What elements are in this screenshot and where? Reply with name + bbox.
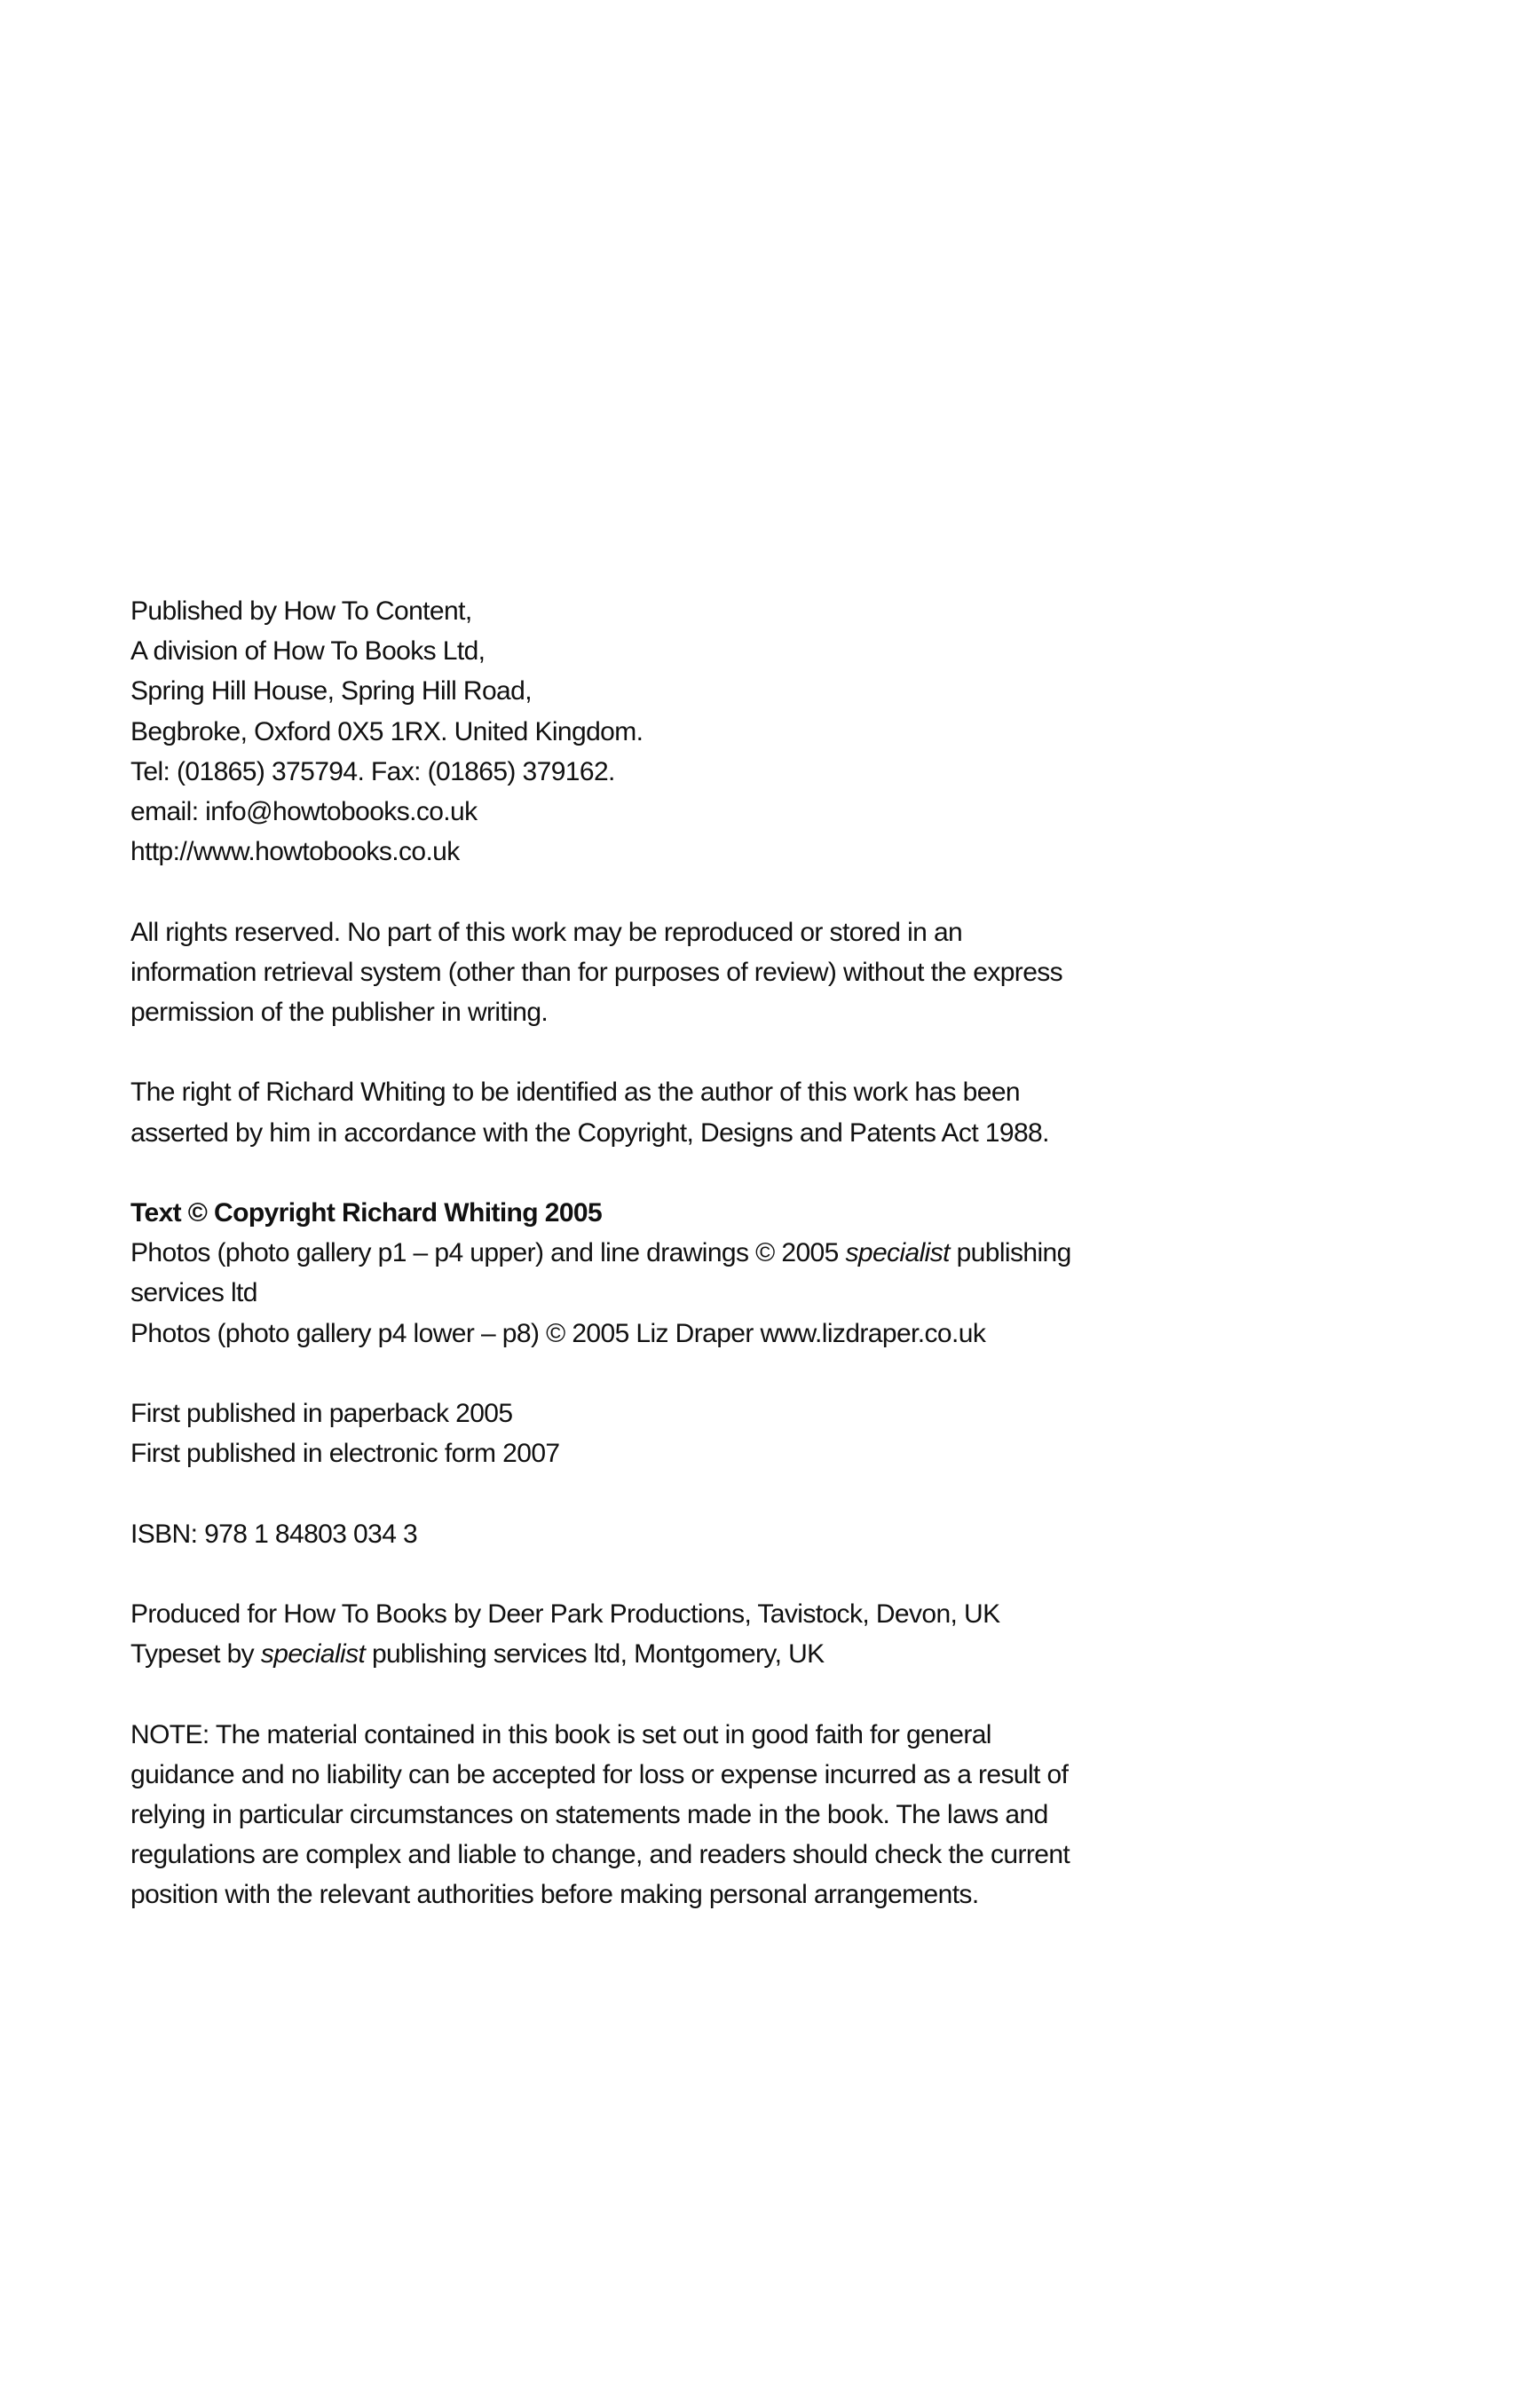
typeset-by (130, 1634, 1054, 1674)
typeset-text-end: publishing services ltd, Montgomery, UK (365, 1639, 825, 1670)
rights-line: All rights reserved. No part of this work may be reproduced or stored in an (130, 917, 963, 947)
produced-by: Produced for How To Books by Deer Park Productions, Tavistock, Devon, UK (130, 1599, 1000, 1629)
author-rights-statement (130, 1072, 1054, 1152)
photo-credit-1-italic: specialist (845, 1238, 950, 1268)
note-line: regulations are complex and liable to change, and readers should check the current (130, 1840, 1070, 1870)
note-line: guidance and no liability can be accepted for loss or expense incurred as a result of (130, 1759, 1069, 1789)
rights-statement (130, 912, 1063, 1033)
publisher-line: Spring Hill House, Spring Hill Road, (130, 676, 532, 707)
photo-credit-1-cont: services ltd (130, 1278, 257, 1308)
publisher-email: email: info@howtobooks.co.uk (130, 797, 478, 827)
photo-credit-1 (130, 1233, 1071, 1273)
note-line: NOTE: The material contained in this book is set out in good faith for general (130, 1719, 991, 1749)
publisher-line: Begbroke, Oxford 0X5 1RX. United Kingdom. (130, 716, 644, 746)
publisher-line: A division of How To Books Ltd, (130, 636, 486, 667)
photo-credit-1-text: Photos (photo gallery p1 – p4 upper) and line drawings © 2005 (130, 1238, 846, 1268)
author-rights-line: The right of Richard Whiting to be identified as the author of this work has been (130, 1078, 1020, 1108)
copyright-block (130, 591, 1071, 1915)
note-line: position with the relevant authorities before making personal arrangements. (130, 1880, 979, 1910)
note-line: relying in particular circumstances on statements made in the book. The laws and (130, 1799, 1048, 1829)
typeset-italic: specialist (260, 1639, 366, 1670)
text-copyright: Text © Copyright Richard Whiting 2005 (130, 1198, 603, 1228)
rights-line: permission of the publisher in writing. (130, 998, 549, 1028)
production-credits (130, 1594, 1054, 1674)
isbn-number: ISBN: 978 1 84803 034 3 (130, 1519, 418, 1549)
credits (130, 1193, 1071, 1354)
publisher-line: Published by How To Content, (130, 596, 472, 626)
author-rights-line: asserted by him in accordance with the Copyright, Designs and Patents Act 1988. (130, 1117, 1049, 1148)
publisher-phone: Tel: (01865) 375794. Fax: (01865) 379162. (130, 756, 615, 786)
edition-paperback: First published in paperback 2005 (130, 1399, 513, 1428)
photo-credit-1-text-end: publishing (949, 1238, 1071, 1268)
publisher-address (130, 591, 1054, 872)
typeset-text: Typeset by (130, 1639, 261, 1670)
photo-credit-2: Photos (photo gallery p4 lower – p8) © 2005 Liz Draper www.lizdraper.co.uk (130, 1318, 986, 1348)
disclaimer-note (130, 1715, 1070, 1915)
edition-electronic: First published in electronic form 2007 (130, 1439, 560, 1469)
isbn (130, 1514, 1054, 1554)
publisher-website: http://www.howtobooks.co.uk (130, 837, 460, 867)
edition-history (130, 1393, 1054, 1473)
rights-line: information retrieval system (other than for purposes of review) without the express (130, 957, 1063, 987)
